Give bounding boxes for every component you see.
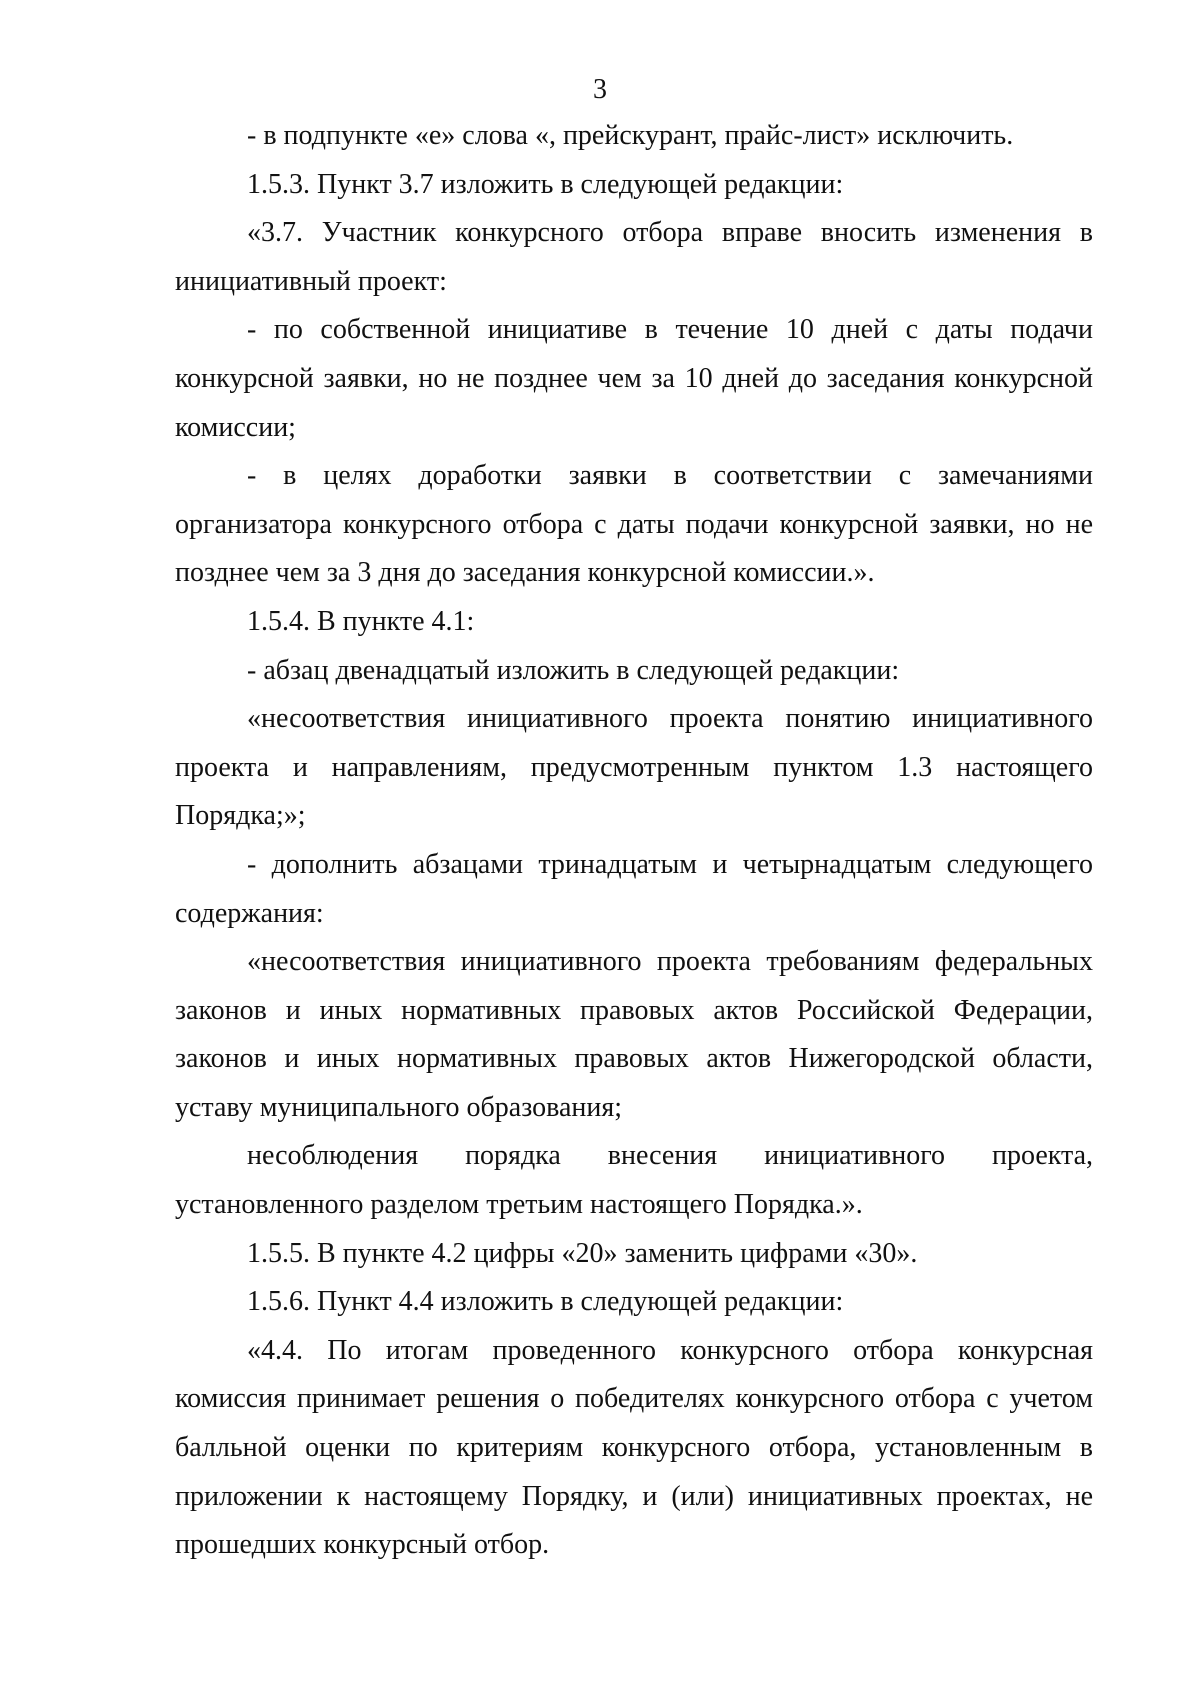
- paragraph: - в целях доработки заявки в соответствии с замечаниями организатора конкурсного отбора с даты подачи конкурсной заявки, но не позднее чем за 3 дня до заседания конкурсной комиссии.».: [175, 460, 1093, 589]
- paragraph: - дополнить абзацами тринадцатым и четырнадцатым следующего содержания:: [175, 848, 1093, 929]
- paragraph: 1.5.6. Пункт 4.4 изложить в следующей редакции:: [247, 1286, 844, 1318]
- paragraph: «3.7. Участник конкурсного отбора вправе вносить изменения в инициативный проект:: [175, 217, 1093, 297]
- paragraph: - абзац двенадцатый изложить в следующей редакции:: [247, 654, 900, 686]
- paragraph: - в подпункте «е» слова «, прейскурант, прайс-лист» исключить.: [247, 120, 1014, 151]
- paragraph: несоблюдения порядка внесения инициативного проекта, установленного разделом третьим настоящего Порядка.».: [175, 1140, 1093, 1221]
- paragraph: «несоответствия инициативного проекта требованиям федеральных законов и иных нормативных правовых актов Российской Федерации, законов и иных нормативных правовых актов Нижегородской области, уставу муниципального образования;: [175, 946, 1093, 1123]
- paragraph: «4.4. По итогам проведенного конкурсного отбора конкурсная комиссия принимает решения о победителях конкурсного отбора с учетом балльной оценки по критериям конкурсного отбора, установленным в приложении к настоящему Порядку, и (или) инициативных проектах, не прошедших конкурсный отбор.: [175, 1334, 1093, 1561]
- paragraph: - по собственной инициативе в течение 10 дней с даты подачи конкурсной заявки, но не позднее чем за 10 дней до заседания конкурсной комиссии;: [175, 314, 1093, 443]
- paragraph: 1.5.4. В пункте 4.1:: [247, 605, 475, 637]
- paragraph: 1.5.5. В пункте 4.2 цифры «20» заменить цифрами «30».: [247, 1237, 918, 1269]
- page-number: 3: [593, 74, 607, 105]
- paragraph: 1.5.3. Пункт 3.7 изложить в следующей редакции:: [247, 168, 844, 200]
- document-body: [175, 112, 1093, 1570]
- paragraph: «несоответствия инициативного проекта понятию инициативного проекта и направлениям, предусмотренным пунктом 1.3 настоящего Порядка;»;: [175, 703, 1093, 832]
